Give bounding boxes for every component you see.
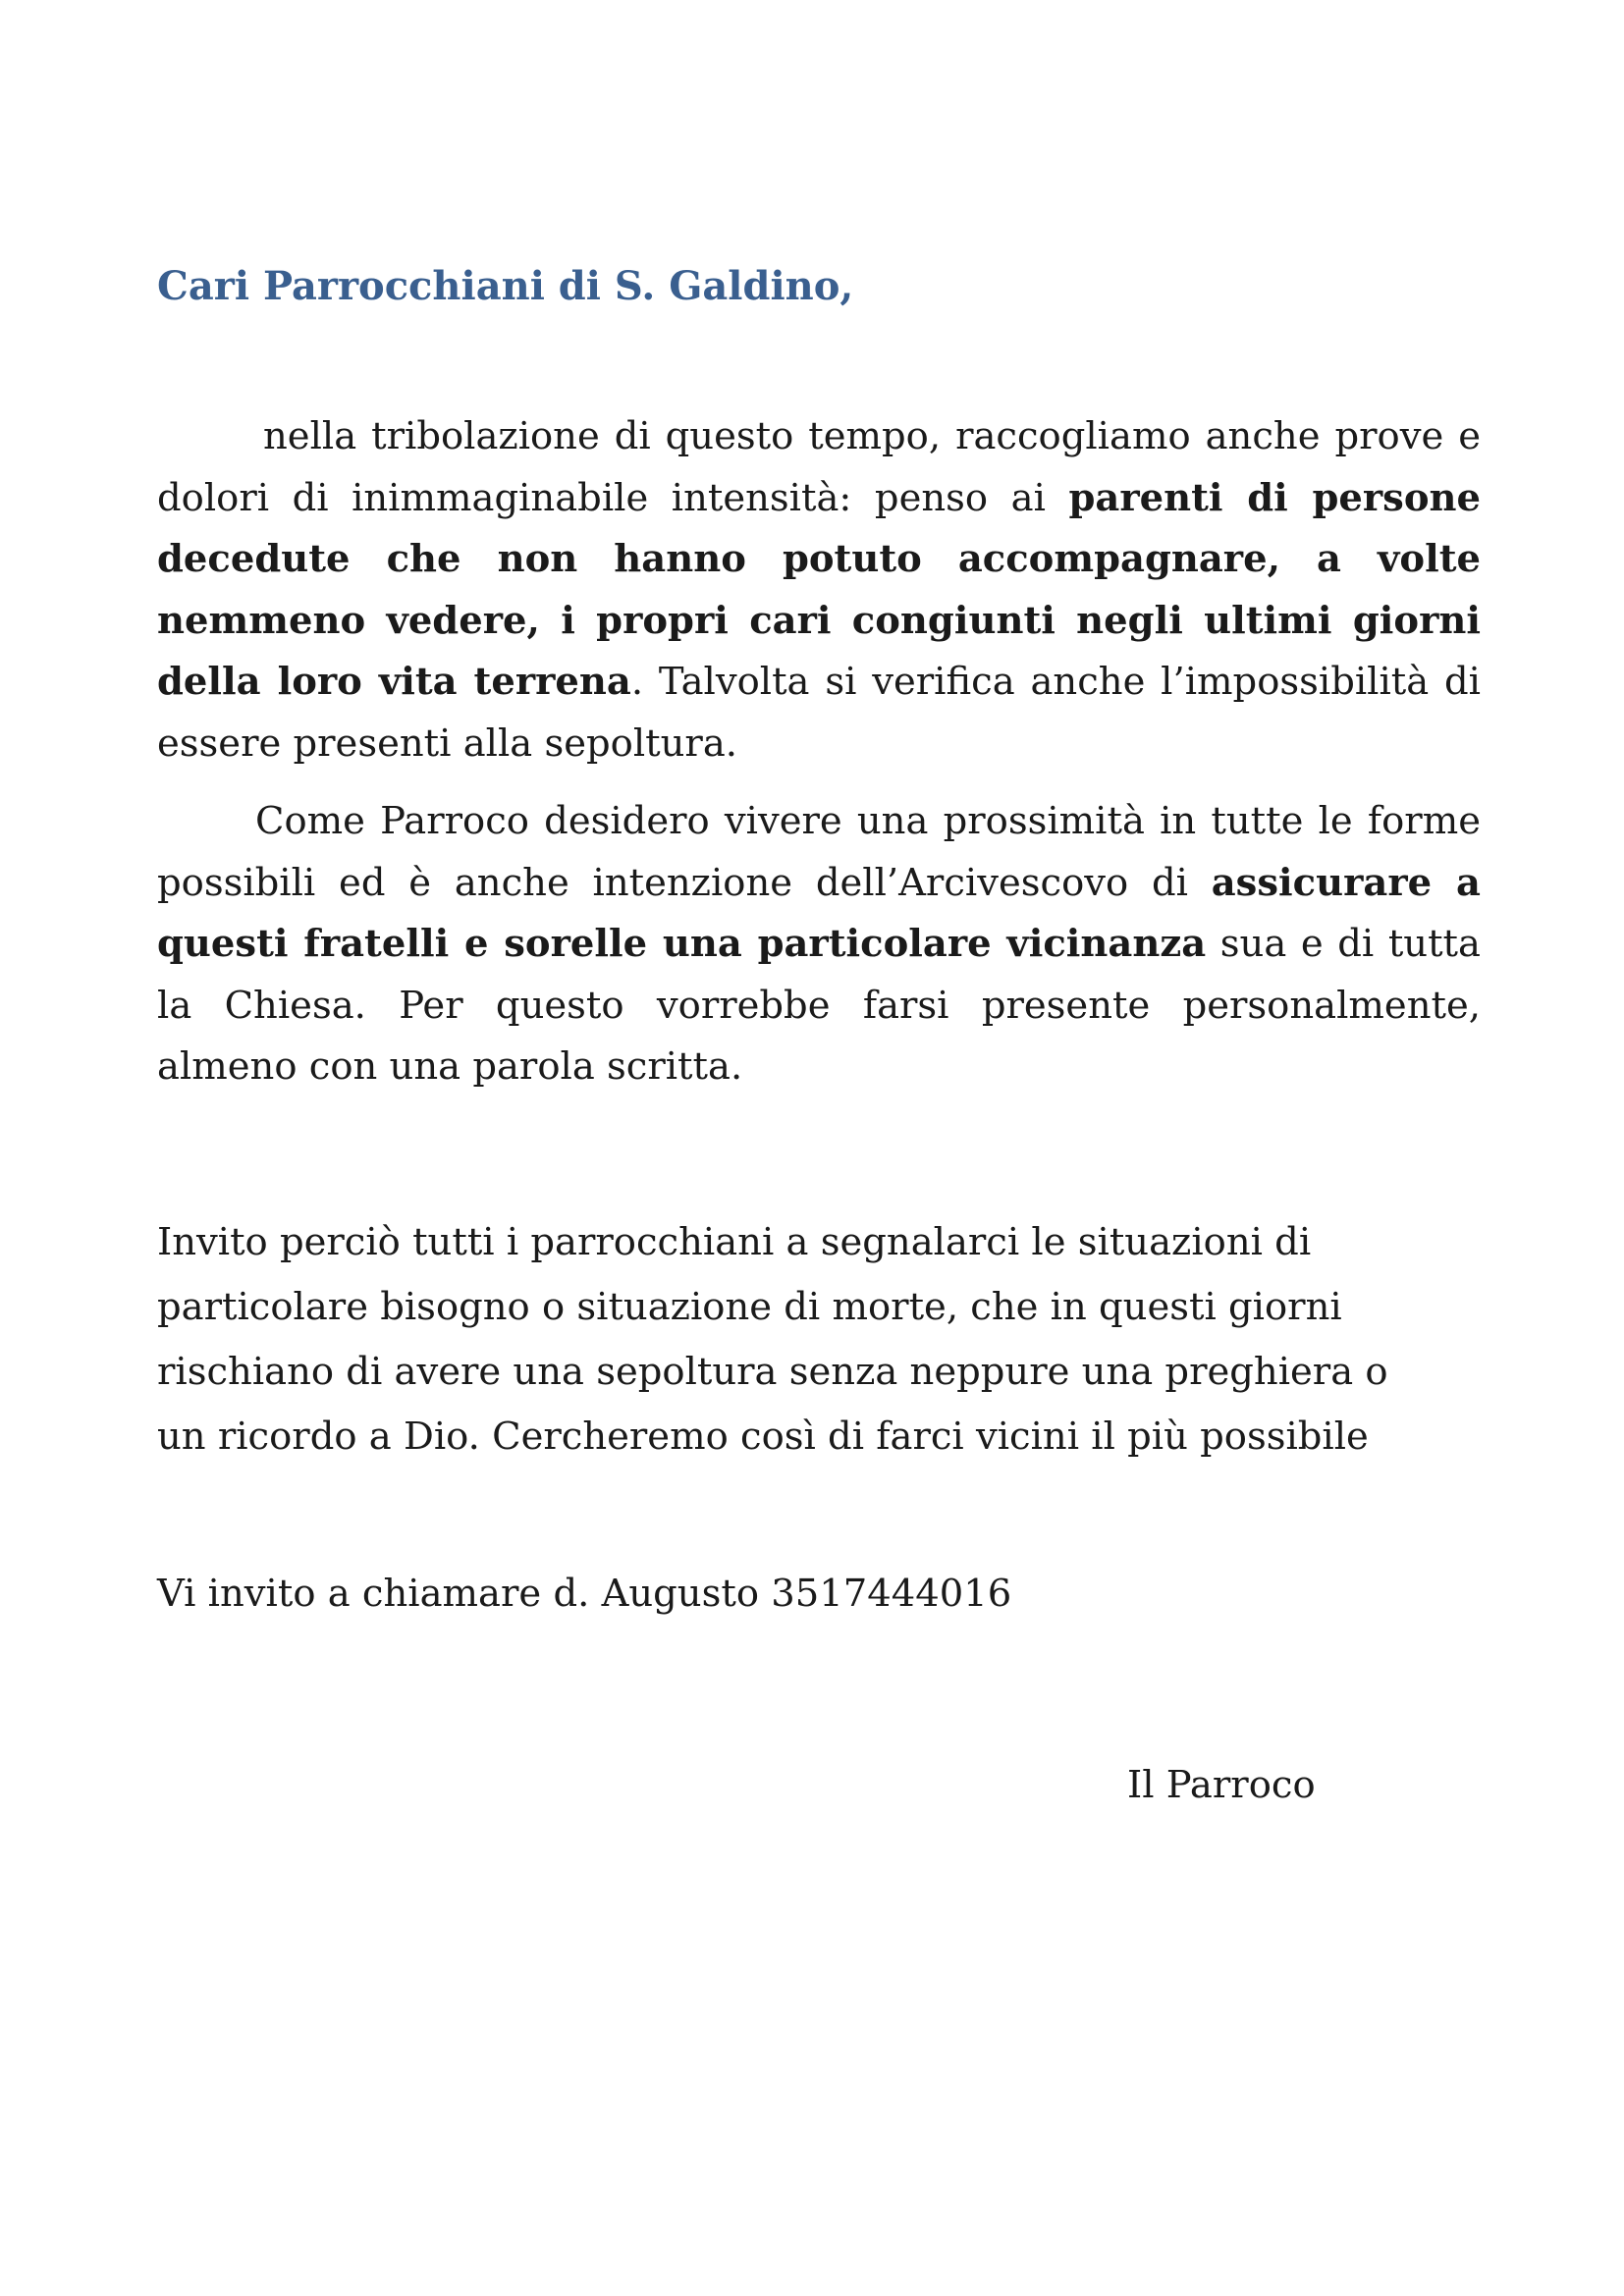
paragraph-1-text-start: nella tribolazione di questo tempo, raccogliamo anche prove e dolori di inimmaginabile intensità: penso ai	[157, 414, 1481, 520]
paragraph-2-text-end: sua e di tutta la Chiesa. Per questo vorrebbe farsi presente personalmente, almeno con una parola scritta.	[157, 922, 1481, 1089]
paragraph-2-text-start: Come Parroco desidero vivere una prossimità in tutte le forme possibili ed è anche intenzione dell’Arcivescovo di	[157, 799, 1481, 905]
paragraph-2-bold-text: assicurare a questi fratelli e sorelle una particolare vicinanza	[157, 860, 1482, 966]
paragraph-1-bold-text: parenti di persone decedute che non hanno potuto accompagnare, a volte nemmeno vedere, i propri cari congiunti negli ultimi giorni della loro vita terrena	[157, 475, 1481, 704]
letter-paragraph-1	[157, 406, 1481, 774]
paragraph-1-text-end: . Talvolta si verifica anche l’impossibilità di essere presenti alla sepoltura.	[157, 660, 1481, 766]
letter-greeting: Cari Parrocchiani di S. Galdino,	[157, 263, 854, 309]
contact-line: Vi invito a chiamare d. Augusto 3517444016	[157, 1572, 1012, 1616]
letter-paragraph-3: Invito perciò tutti i parrocchiani a segnalarci le situazioni di particolare bisogno o situazione di morte, che in questi giorni rischiano di avere una sepoltura senza neppure una preghiera o un ricordo a Dio. Cercheremo così di farci vicini il più possibile	[157, 1220, 1388, 1459]
letter-paragraph-2	[157, 791, 1481, 1098]
letter-signature: Il Parroco	[1127, 1763, 1316, 1807]
